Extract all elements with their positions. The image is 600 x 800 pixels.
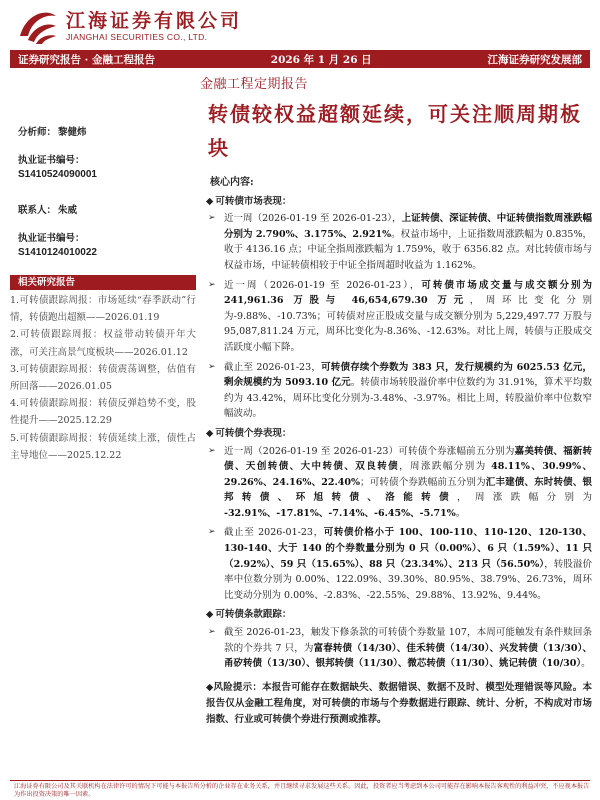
body-text: 。转债市场转股溢价率中位数约为 31.91%，算术平均数约为 43.42%，周环比变化分别为-3.48%、-3.97%。相比上周，转股溢价率中位数窄幅波动。: [224, 377, 592, 420]
body-text: 近一周（2026-01-19 至 2026-01-23），: [224, 279, 422, 291]
diamond-bullet-icon: ◆: [206, 427, 214, 439]
research-department: 江海证券研究发展部: [487, 53, 582, 66]
analyst-name: 黎健炜: [58, 127, 87, 138]
arrow-bullet-icon: ➢: [208, 279, 216, 290]
body-text: 。: [581, 658, 591, 670]
cert-value-1: S1410524090001: [18, 169, 97, 180]
body-text: ，周环比变化分别为-9.88%、-10.73%；可转债对应正股成交量与成交额分别为 5,229,497.77 万股与 95,087,811.24 万元，周环比变化为-8.36%、-12.63%。对比上周，转债与正股成交活跃度小幅下降。: [224, 295, 592, 353]
body-text: ，周涨跌幅分别为: [399, 461, 492, 473]
body-text: 截止至 2026-01-23，: [224, 361, 322, 373]
bullet-paragraph: [206, 444, 592, 522]
highlight-text: 48.11%、30.99%、29.26%、24.16%、22.40%: [224, 461, 592, 488]
body-text: ；可转债个券跌幅前五分别为: [360, 476, 486, 488]
highlight-text: 上证转债、深证转债、中证转债指数周涨跌幅分别为 2.790%、3.175%、2.921%: [224, 213, 592, 240]
cert-label-2: 执业证书编号：: [18, 233, 85, 244]
paragraph-text: [224, 625, 592, 672]
company-logo: [16, 6, 242, 46]
bullet-paragraph: [206, 278, 592, 356]
section-market: [206, 194, 592, 422]
paragraph-text: [224, 278, 592, 356]
core-content: [206, 175, 592, 728]
report-category: 证券研究报告 · 金融工程报告: [18, 53, 155, 66]
company-name-en: JIANGHAI SECURITIES CO., LTD.: [66, 31, 208, 42]
highlight-text: 可转债市场成交量与成交额分别为 241,961.36 万股与 46,654,679.30 万元: [224, 279, 592, 307]
section-individual: [206, 426, 592, 604]
risk-text: 本报告可能存在数据缺失、数据错误、数据不及时、模型处理错误等风险。本报告仅从金融工程角度，对可转债的市场与个券数据进行跟踪、统计、分析，不构成对市场指数、行业或可转债个券进行预测或推荐。: [206, 681, 592, 725]
analyst-label: 分析师：: [18, 127, 57, 138]
related-research-item[interactable]: 1.可转债跟踪周报：市场延续“春季跃动”行情，转债跑出超额——2026.01.19: [10, 295, 196, 324]
disclaimer-footer: 江海证券有限公司及其关联机构在法律许可的情况下可能与本报告所分析的企业存在业务关系，并且继续寻求发展这些关系。因此，投资者应当考虑到本公司可能存在影响本报告客观性的利益冲突，不应视本报告为作出投资决策的唯一因素。: [14, 783, 590, 798]
paragraph-text: [224, 444, 592, 522]
bullet-paragraph: [206, 360, 592, 422]
footer-divider: [10, 780, 590, 781]
body-text: 。权益市场中，上证指数周涨跌幅为 0.835%，收于 4136.16 点；中证全指周涨跌幅为 1.759%，收于 6356.82 点。对比转债市场与权益市场，中证转债相较于中证全指周超时收益为 1.162%。: [224, 228, 592, 271]
arrow-bullet-icon: ➢: [208, 445, 216, 456]
body-text: 近一周（2026-01-19 至 2026-01-23），: [224, 213, 402, 225]
paragraph-text: [224, 360, 592, 422]
highlight-text: -32.91%、-17.81%、-7.14%、-6.45%、-5.71%: [224, 507, 456, 519]
body-text: 。: [455, 507, 466, 519]
related-research-item[interactable]: 4.可转债跟踪周报：转债反弹趋势不变，股性提升——2025.12.29: [10, 398, 196, 427]
section-heading: 可转债市场表现：: [215, 195, 292, 207]
highlight-text: 富春转债（14/30）、佳禾转债（14/30）、兴发转债（13/30）、甬矽转债（13/30）、银邦转债（11/30）、微芯转债（11/30）、姚记转债（10/30）: [224, 642, 592, 670]
cert-label-1: 执业证书编号：: [18, 155, 85, 166]
report-type: 金融工程定期报告: [200, 77, 309, 92]
cert-value-2: S1410124010022: [18, 247, 97, 258]
arrow-bullet-icon: ➢: [208, 527, 216, 538]
paragraph-text: [224, 211, 592, 273]
body-text: ，转股溢价率中位数分别为 0.00%、122.09%、39.30%、80.95%、38.79%、26.73%，周环比变动分别为 0.00%、-2.83%、-22.55%、29.88%、13.92%、9.44%。: [224, 558, 592, 601]
core-content-label: 核心内容:: [210, 177, 254, 188]
arrow-bullet-icon: ➢: [208, 627, 216, 638]
body-text: 截至 2026-01-23，触发下修条款的可转债个券数量 107，本周可能触发有条件赎回条款的个券共 7 只，为: [224, 627, 592, 654]
highlight-text: 汇丰建债、东时转债、银邦转债、环旭转债、洛能转债: [224, 476, 592, 504]
arrow-bullet-icon: ➢: [208, 361, 216, 372]
paragraph-text: [224, 525, 592, 603]
report-date: 2026 年 1 月 26 日: [270, 53, 372, 66]
body-text: ，周涨跌幅分别为: [457, 492, 592, 504]
contact-name: 朱威: [58, 205, 78, 216]
diamond-bullet-icon: ◆: [206, 609, 214, 621]
company-name-cn: 江海证券有限公司: [66, 9, 243, 32]
section-heading: 可转债个券表现：: [215, 427, 292, 439]
highlight-text: 嘉美转债、福新转债、天创转债、大中转债、双良转债: [224, 445, 592, 473]
risk-warning: [206, 680, 592, 728]
bullet-paragraph: [206, 211, 592, 273]
diamond-bullet-icon: ◆: [206, 681, 214, 693]
arrow-bullet-icon: ➢: [208, 213, 216, 224]
related-research-item[interactable]: 5.可转债跟踪周报：转债延续上涨，债性占主导地位——2025.12.22: [10, 432, 196, 461]
highlight-text: 可转债价格小于 100、100-110、110-120、120-130、130-140、大于 140 的个券数量分别为 0 只（0.00%）、6 只（1.59%）、11 只（2.92%）、59 只（15.65%）、88 只（23.34%）、213 只（56.50%）: [224, 527, 593, 570]
risk-label: 风险提示：: [213, 681, 263, 693]
related-research-item[interactable]: 3.可转债跟踪周报：转债震荡调整，估值有所回落——2026.01.05: [10, 363, 196, 393]
bullet-paragraph: [206, 625, 592, 672]
section-terms: [206, 607, 592, 671]
related-research-item[interactable]: 2.可转债跟踪周报：权益带动转债开年大涨，可关注高景气度板块——2026.01.12: [10, 329, 196, 358]
report-title: 转债较权益超额延续，可关注顺周期板块: [208, 102, 582, 160]
related-research-list: [10, 292, 196, 464]
highlight-text: 可转债存续个券数为 383 只，发行规模约为 6025.53 亿元，剩余规模约为 5093.10 亿元: [224, 361, 593, 389]
body-text: 近一周（2026-01-19 至 2026-01-23）可转债个券涨幅前五分别为: [224, 445, 515, 457]
section-heading: 可转债条款跟踪：: [215, 609, 292, 621]
diamond-bullet-icon: ◆: [206, 195, 214, 207]
company-logo-icon: [16, 6, 60, 46]
body-text: 截止至 2026-01-23，: [224, 527, 324, 539]
bullet-paragraph: [206, 525, 592, 603]
report-header-bar: [10, 50, 590, 68]
contact-label: 联系人：: [18, 205, 57, 216]
related-research-heading: 相关研究报告: [10, 275, 196, 290]
